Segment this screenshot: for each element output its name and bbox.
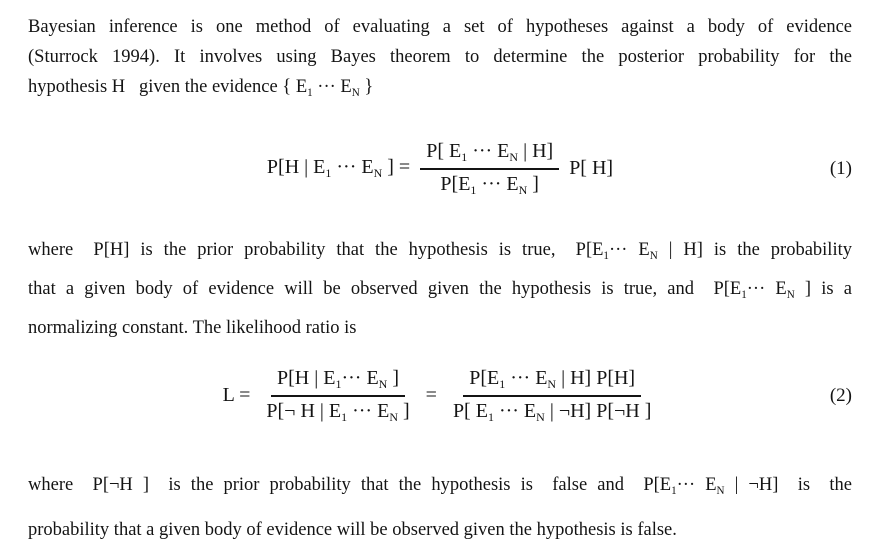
subscript: 1 <box>741 288 747 301</box>
equation-2 <box>28 367 852 425</box>
text-line: that a given body of evidence will be observed given the hypothesis is true, and $P[E_1\cdot\cdot\cdot E_N$ ] is a <box>28 278 852 301</box>
subscript: N <box>378 376 388 391</box>
eq1-rhs: P[ H] <box>569 157 614 180</box>
equation-1 <box>28 140 852 198</box>
eq1-lhs: P[H | $E_1$ ··· $E_N$ ] = <box>266 156 411 181</box>
paragraph-negation <box>28 465 852 550</box>
text-line: where P[H] is the prior probability that the hypothesis is true, $P[E_1\cdot\cdot\cdot E_N$ | H] is the probability <box>28 239 852 262</box>
paragraph-priors <box>28 234 852 345</box>
text-line: (Sturrock 1994). It involves using Bayes theorem to determine the posterior probability for the <box>28 47 852 67</box>
subscript: N <box>351 86 360 99</box>
eq2-frac2-denominator: P[ $E_1$ ··· $E_N$ | ¬H] P[¬H ] <box>452 399 652 424</box>
subscript: N <box>509 150 519 165</box>
text-line: where P[¬H ] is the prior probability that the hypothesis is false and $P[E_1\cdot\cdot\cdot E_N$ | ¬H] is the <box>28 474 852 497</box>
subscript: 1 <box>335 376 342 391</box>
eq1-numerator: P[ $E_1$ ··· $E_N$ | H] <box>420 140 559 170</box>
eq2-frac2-numerator: $P[E_1$ ··· $E_N$ | H] P[H] <box>463 367 641 397</box>
subscript: 1 <box>487 409 494 424</box>
eq2-frac1-denominator: P[¬ H | $E_1$ ··· $E_N$ ] <box>266 399 410 424</box>
subscript: N <box>536 409 545 424</box>
subscript: N <box>649 249 658 262</box>
text-line: hypothesis H given the evidence { $E_1$ ··· $E_N$ } <box>28 77 374 99</box>
subscript: 1 <box>461 150 468 165</box>
paragraph-intro <box>28 12 852 108</box>
subscript: N <box>547 376 557 391</box>
subscript: 1 <box>470 183 477 198</box>
eq2-lhs: L = <box>222 384 251 407</box>
eq1-denominator: $P[E_1$ ··· $E_N$ ] <box>440 172 539 198</box>
eq2-frac1-numerator: P[H | $E_1\cdot\cdot\cdot E_N$ ] <box>271 367 405 397</box>
eq1-fraction <box>420 140 559 198</box>
subscript: N <box>373 166 383 181</box>
eq2-fraction-2 <box>447 367 657 425</box>
equation-1-number: (1) <box>829 157 852 179</box>
subscript: 1 <box>499 376 506 391</box>
subscript: N <box>786 288 795 301</box>
subscript: N <box>518 183 528 198</box>
subscript: 1 <box>325 166 332 181</box>
subscript: 1 <box>671 484 677 497</box>
equation-2-number: (2) <box>829 384 852 406</box>
subscript: 1 <box>307 86 313 99</box>
eq2-equals: = <box>425 384 437 407</box>
subscript: 1 <box>341 409 348 424</box>
eq2-fraction-1 <box>260 367 415 425</box>
subscript: N <box>389 409 398 424</box>
text-line: probability that a given body of evidence will be observed given the hypothesis is false. <box>28 520 677 541</box>
subscript: N <box>716 484 725 497</box>
text-line: normalizing constant. The likelihood ratio is <box>28 317 357 338</box>
subscript: 1 <box>603 249 609 262</box>
text-line: Bayesian inference is one method of evaluating a set of hypotheses against a body of evidence <box>28 17 852 37</box>
